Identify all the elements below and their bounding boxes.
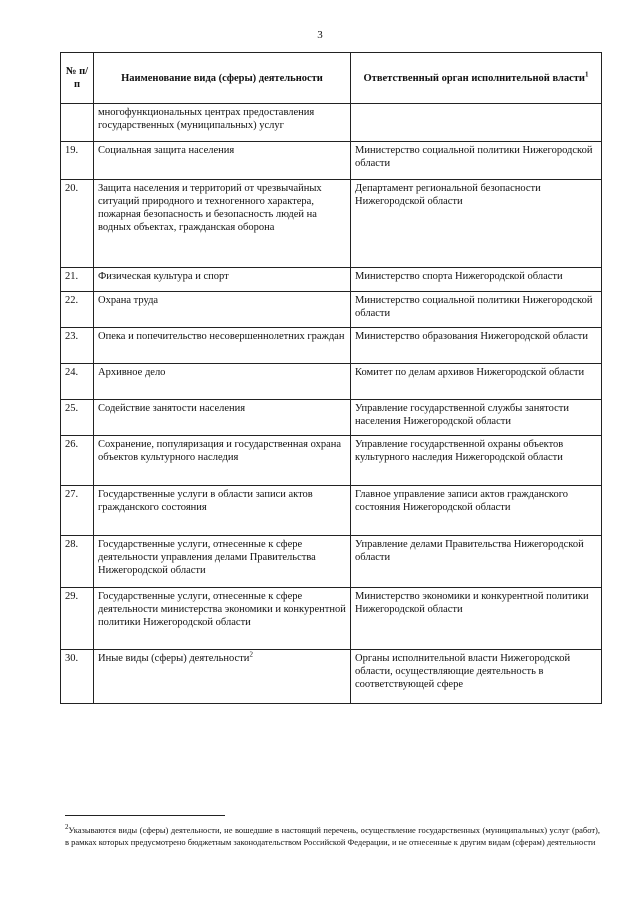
row-activity-text: Опека и попечительство несовершеннолетних граждан (98, 331, 345, 342)
page-number: 3 (317, 29, 323, 41)
footnote (65, 824, 600, 848)
table-body (61, 104, 602, 704)
table-row (61, 400, 602, 436)
table-row (61, 588, 602, 650)
row-authority: Управление государственной службы занятости населения Нижегородской области (351, 400, 602, 436)
row-authority: Министерство экономики и конкурентной политики Нижегородской области (351, 588, 602, 650)
row-activity-text: Государственные услуги, отнесенные к сфере деятельности управления делами Правительства Нижегородской области (98, 539, 316, 576)
row-authority: Министерство образования Нижегородской области (351, 328, 602, 364)
row-number: 21. (61, 268, 94, 292)
row-number (61, 104, 94, 142)
row-activity-text: Сохранение, популяризация и государственная охрана объектов культурного наследия (98, 439, 342, 463)
row-number: 23. (61, 328, 94, 364)
row-activity-text: многофункциональных центрах предоставления государственных (муниципальных) услуг (98, 107, 315, 131)
row-activity (94, 436, 351, 486)
row-activity (94, 364, 351, 400)
table-row (61, 292, 602, 328)
row-authority: Управление делами Правительства Нижегородской области (351, 536, 602, 588)
row-activity-text: Архивное дело (98, 367, 166, 378)
row-number: 20. (61, 180, 94, 268)
table-row (61, 436, 602, 486)
row-activity-text: Государственные услуги, отнесенные к сфере деятельности министерства экономики и конкурентной политики Нижегородской области (98, 591, 346, 628)
row-activity (94, 588, 351, 650)
table-row (61, 364, 602, 400)
row-authority: Министерство спорта Нижегородской области (351, 268, 602, 292)
row-number: 25. (61, 400, 94, 436)
row-activity-text: Иные виды (сферы) деятельности (98, 653, 250, 664)
row-activity (94, 292, 351, 328)
row-authority: Органы исполнительной власти Нижегородской области, осуществляющие деятельность в соответствующей сфере (351, 650, 602, 704)
row-activity-text: Охрана труда (98, 295, 159, 306)
row-activity-text: Защита населения и территорий от чрезвычайных ситуаций природного и техногенного характера, пожарная безопасность и безопасность людей на водных объектах, гражданская оборона (98, 183, 322, 233)
footnote-marker: 2 (65, 823, 69, 832)
row-number: 27. (61, 486, 94, 536)
row-number: 19. (61, 142, 94, 180)
row-number: 28. (61, 536, 94, 588)
row-activity-text: Социальная защита населения (98, 145, 235, 156)
table-row (61, 180, 602, 268)
row-activity (94, 650, 351, 704)
row-number: 26. (61, 436, 94, 486)
row-authority: Департамент региональной безопасности Нижегородской области (351, 180, 602, 268)
row-activity (94, 142, 351, 180)
row-activity-text: Государственные услуги в области записи актов гражданского состояния (98, 489, 313, 513)
footnote-text: Указываются виды (сферы) деятельности, не вошедшие в настоящий перечень, осуществление государственных (муниципальных) услуг (работ), в рамках которых предусмотрено бюджетным законодательством Российской Федерации, и не отнесенные к другим видам (сферам) деятельности (65, 825, 600, 847)
row-number: 29. (61, 588, 94, 650)
row-authority: Комитет по делам архивов Нижегородской области (351, 364, 602, 400)
row-activity (94, 536, 351, 588)
row-activity (94, 268, 351, 292)
row-activity-text: Содействие занятости населения (98, 403, 246, 414)
row-number: 22. (61, 292, 94, 328)
row-activity (94, 104, 351, 142)
header-authority-label: Ответственный орган исполнительной власти (363, 72, 585, 84)
row-authority: Управление государственной охраны объектов культурного наследия Нижегородской области (351, 436, 602, 486)
table-row (61, 650, 602, 704)
footnote-separator (65, 815, 225, 816)
table-row (61, 104, 602, 142)
row-authority: Министерство социальной политики Нижегородской области (351, 142, 602, 180)
row-activity (94, 328, 351, 364)
table-row (61, 536, 602, 588)
header-authority (351, 53, 602, 104)
table-row (61, 328, 602, 364)
row-activity-text: Физическая культура и спорт (98, 271, 229, 282)
row-number: 24. (61, 364, 94, 400)
table-header-row (61, 53, 602, 104)
row-authority: Министерство социальной политики Нижегородской области (351, 292, 602, 328)
table-row (61, 142, 602, 180)
row-authority: Главное управление записи актов гражданского состояния Нижегородской области (351, 486, 602, 536)
table-row (61, 268, 602, 292)
header-num: № п/п (61, 53, 94, 104)
table-row (61, 486, 602, 536)
header-activity: Наименование вида (сферы) деятельности (94, 53, 351, 104)
row-number: 30. (61, 650, 94, 704)
row-activity (94, 180, 351, 268)
header-authority-footnote-ref: 1 (584, 70, 589, 78)
row-activity (94, 486, 351, 536)
row-activity (94, 400, 351, 436)
activities-table (60, 52, 602, 704)
row-authority (351, 104, 602, 142)
row-activity-footnote-ref: 2 (249, 650, 253, 659)
